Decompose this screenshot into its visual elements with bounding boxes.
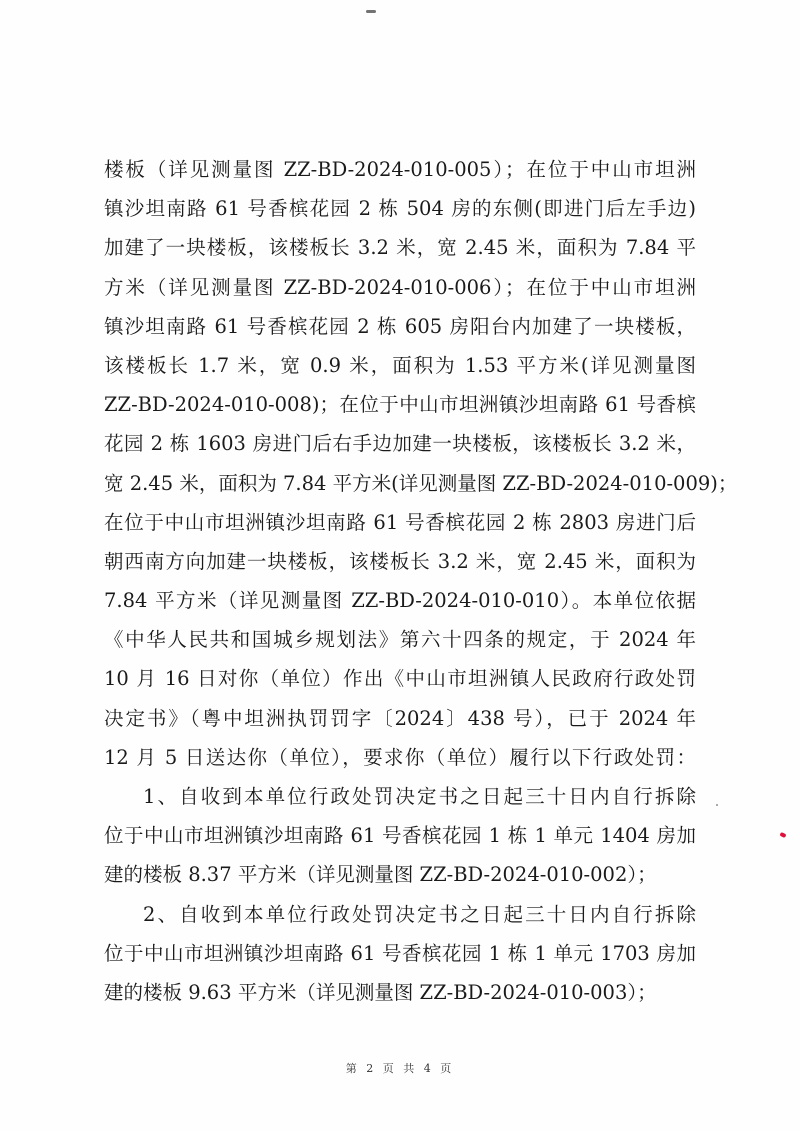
text-line: 在位于中山市坦洲镇沙坦南路 61 号香槟花园 2 栋 2803 房进门后 bbox=[104, 510, 696, 534]
text-line: 位于中山市坦洲镇沙坦南路 61 号香槟花园 1 栋 1 单元 1703 房加 bbox=[104, 941, 696, 965]
penalty-item-2-line: 2、自收到本单位行政处罚决定书之日起三十日内自行拆除 bbox=[143, 902, 696, 926]
text-line: 建的楼板 9.63 平方米（详见测量图 ZZ-BD-2024-010-003）； bbox=[104, 980, 657, 1004]
text-line: 7.84 平方米（详见测量图 ZZ-BD-2024-010-010）。本单位依据 bbox=[104, 589, 696, 613]
text-line: 镇沙坦南路 61 号香槟花园 2 栋 605 房阳台内加建了一块楼板， bbox=[104, 314, 696, 338]
text-line: 12 月 5 日送达你（单位），要求你（单位）履行以下行政处罚： bbox=[104, 745, 696, 769]
scan-artifact-red-mark bbox=[779, 832, 786, 838]
text-line: 建的楼板 8.37 平方米（详见测量图 ZZ-BD-2024-010-002）； bbox=[104, 863, 657, 887]
document-body bbox=[104, 150, 738, 1012]
text-line: 决定书》（粤中坦洲执罚罚字〔2024〕438 号），已于 2024 年 bbox=[104, 706, 696, 730]
text-line: 10 月 16 日对你（单位）作出《中山市坦洲镇人民政府行政处罚 bbox=[104, 667, 696, 691]
text-line: 该楼板长 1.7 米，宽 0.9 米，面积为 1.53 平方米(详见测量图 bbox=[104, 353, 696, 377]
text-line: 楼板（详见测量图 ZZ-BD-2024-010-005）；在位于中山市坦洲 bbox=[104, 158, 696, 181]
scan-artifact-mark bbox=[366, 10, 376, 13]
text-line: 花园 2 栋 1603 房进门后右手边加建一块楼板，该楼板长 3.2 米， bbox=[104, 432, 696, 456]
text-line: 方米（详见测量图 ZZ-BD-2024-010-006）；在位于中山市坦洲 bbox=[104, 275, 696, 299]
text-line: 镇沙坦南路 61 号香槟花园 2 栋 504 房的东侧(即进门后左手边) bbox=[104, 197, 696, 221]
text-line: 位于中山市坦洲镇沙坦南路 61 号香槟花园 1 栋 1 单元 1404 房加 bbox=[104, 824, 696, 848]
text-line: ZZ-BD-2024-010-008)；在位于中山市坦洲镇沙坦南路 61 号香槟 bbox=[104, 393, 696, 417]
page-number-footer: 第 2 页 共 4 页 bbox=[345, 1062, 455, 1075]
text-line: 宽 2.45 米，面积为 7.84 平方米(详见测量图 ZZ-BD-2024-010-009)； bbox=[104, 471, 738, 495]
scan-artifact-dot bbox=[716, 804, 718, 806]
text-line: 朝西南方向加建一块楼板，该楼板长 3.2 米，宽 2.45 米，面积为 bbox=[104, 549, 696, 573]
text-line: 《中华人民共和国城乡规划法》第六十四条的规定，于 2024 年 bbox=[104, 628, 696, 652]
penalty-item-1-line: 1、自收到本单位行政处罚决定书之日起三十日内自行拆除 bbox=[143, 785, 696, 808]
text-line: 加建了一块楼板，该楼板长 3.2 米，宽 2.45 米，面积为 7.84 平 bbox=[104, 236, 696, 260]
